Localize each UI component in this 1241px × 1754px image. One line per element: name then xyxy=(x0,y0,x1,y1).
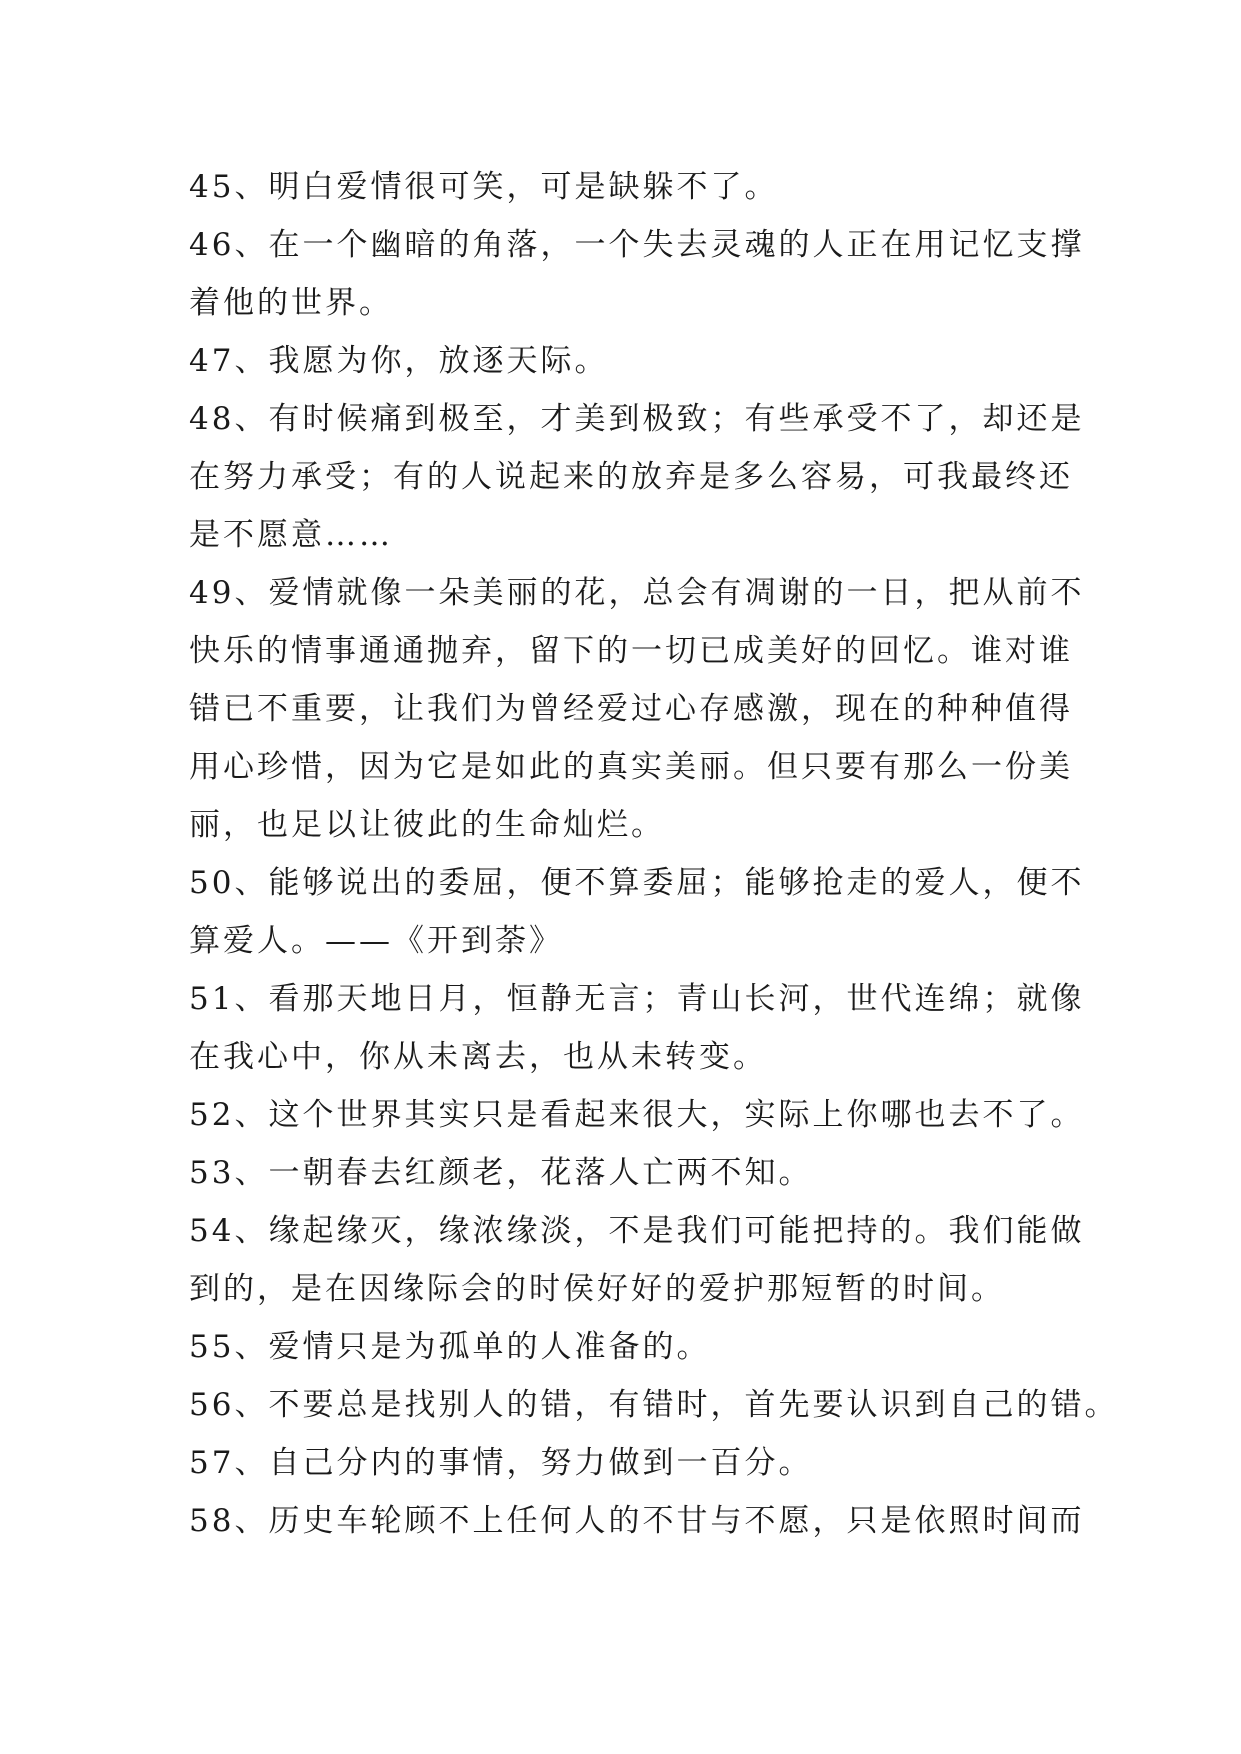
text-line: 55、爱情只是为孤单的人准备的。 xyxy=(189,1329,711,1365)
text-line: 快乐的情事通通抛弃，留下的一切已成美好的回忆。谁对谁 xyxy=(189,633,1073,669)
text-line: 45、明白爱情很可笑，可是缺躲不了。 xyxy=(189,169,779,205)
text-line: 在我心中，你从未离去，也从未转变。 xyxy=(189,1039,767,1075)
text-line: 58、历史车轮顾不上任何人的不甘与不愿，只是依照时间而 xyxy=(189,1503,1085,1539)
text-line: 错已不重要，让我们为曾经爱过心存感激，现在的种种值得 xyxy=(189,691,1073,727)
text-line: 56、不要总是找别人的错，有错时，首先要认识到自己的错。 xyxy=(189,1387,1119,1423)
text-line: 48、有时候痛到极至，才美到极致；有些承受不了，却还是 xyxy=(189,401,1085,437)
text-line: 用心珍惜，因为它是如此的真实美丽。但只要有那么一份美 xyxy=(189,749,1073,785)
text-line: 51、看那天地日月，恒静无言；青山长河，世代连绵；就像 xyxy=(189,981,1085,1017)
text-line: 54、缘起缘灭，缘浓缘淡，不是我们可能把持的。我们能做 xyxy=(189,1213,1085,1249)
text-line: 52、这个世界其实只是看起来很大，实际上你哪也去不了。 xyxy=(189,1097,1085,1133)
text-line: 47、我愿为你，放逐天际。 xyxy=(189,343,609,379)
text-line: 在努力承受；有的人说起来的放弃是多么容易，可我最终还 xyxy=(189,459,1073,495)
text-line: 着他的世界。 xyxy=(189,285,393,321)
text-line: 46、在一个幽暗的角落，一个失去灵魂的人正在用记忆支撑 xyxy=(189,227,1085,263)
text-line: 丽，也足以让彼此的生命灿烂。 xyxy=(189,807,665,843)
text-line: 算爱人。——《开到荼》 xyxy=(189,923,563,959)
text-line: 53、一朝春去红颜老，花落人亡两不知。 xyxy=(189,1155,813,1191)
quote-text-block xyxy=(189,158,1119,1550)
text-line: 到的，是在因缘际会的时侯好好的爱护那短暂的时间。 xyxy=(189,1271,1005,1307)
text-line: 49、爱情就像一朵美丽的花，总会有凋谢的一日，把从前不 xyxy=(189,575,1085,611)
text-line: 是不愿意…… xyxy=(189,517,393,553)
text-line: 50、能够说出的委屈，便不算委屈；能够抢走的爱人，便不 xyxy=(189,865,1085,901)
text-line: 57、自己分内的事情，努力做到一百分。 xyxy=(189,1445,813,1481)
